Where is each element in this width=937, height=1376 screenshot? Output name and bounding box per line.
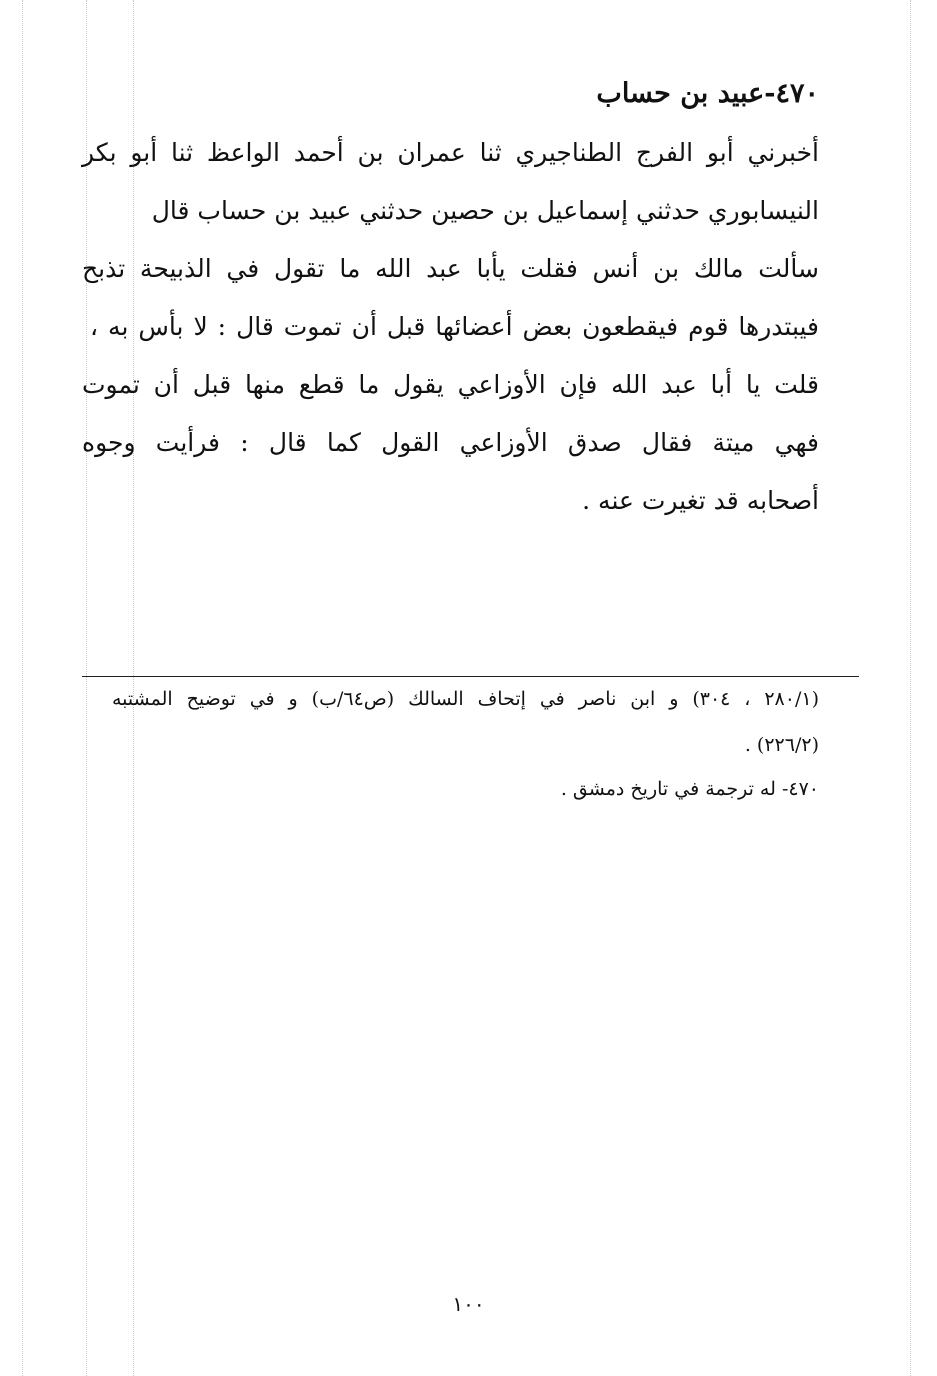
body-text-line: النيسابوري حدثني إسماعيل بن حصين حدثني عبيد بن حساب قال xyxy=(151,196,819,225)
footnote-line: (٢٢٦/٢) . xyxy=(744,734,819,756)
body-text-line: فيبتدرها قوم فيقطعون بعض أعضائها قبل أن تموت قال : لا بأس به ، xyxy=(90,312,819,341)
footnote-line: ٤٧٠- له ترجمة في تاريخ دمشق . xyxy=(560,778,819,800)
page-number: ١٠٠ xyxy=(452,1292,485,1316)
entry-heading: ٤٧٠-عبيد بن حساب xyxy=(596,78,819,109)
body-text-line: أصحابه قد تغيرت عنه . xyxy=(582,486,819,515)
footnote-separator xyxy=(82,676,859,677)
body-text-line: أخبرني أبو الفرج الطناجيري ثنا عمران بن أحمد الواعظ ثنا أبو بكر xyxy=(82,138,819,167)
body-text-line: قلت يا أبا عبد الله فإن الأوزاعي يقول ما قطع منها قبل أن تموت xyxy=(82,370,819,399)
footnote-line: (٢٨٠/١ ، ٣٠٤) و ابن ناصر في إتحاف السالك (ص٦٤/ب) و في توضيح المشتبه xyxy=(112,688,819,710)
body-text-line: فهي ميتة فقال صدق الأوزاعي القول كما قال : فرأيت وجوه xyxy=(82,428,819,457)
body-text-line: سألت مالك بن أنس فقلت يأبا عبد الله ما تقول في الذبيحة تذبح xyxy=(82,254,819,283)
